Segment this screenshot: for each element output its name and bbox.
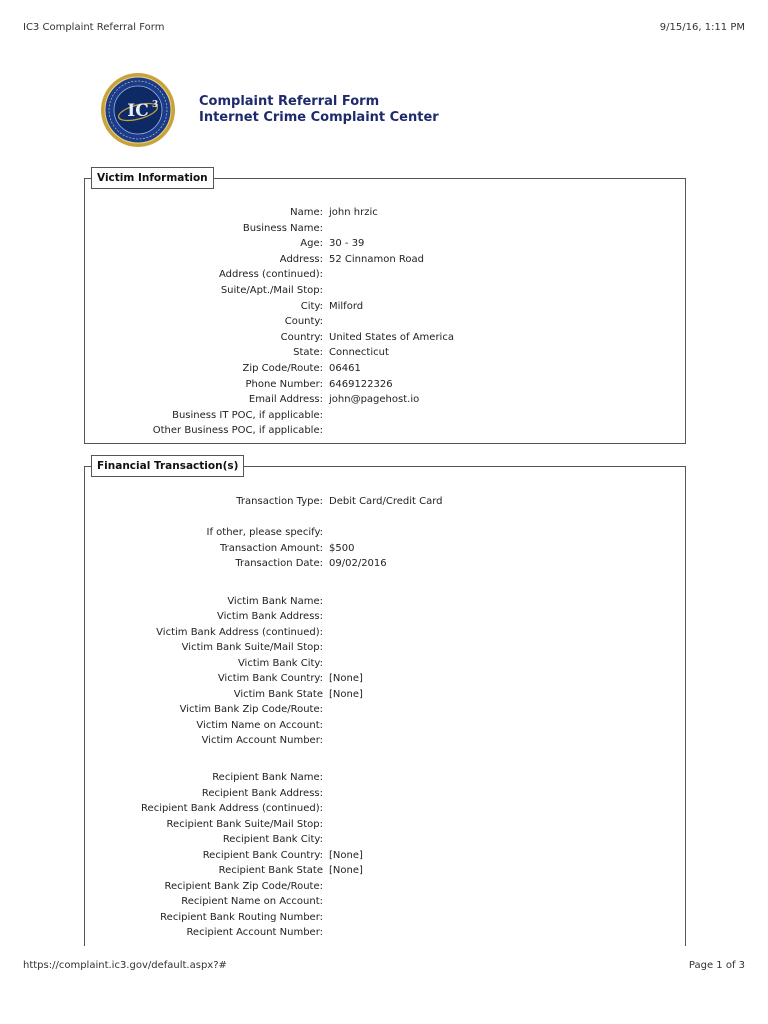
field-label: Victim Bank State (233, 689, 323, 700)
field-label: Recipient Bank Zip Code/Route: (164, 881, 323, 892)
print-header (23, 22, 745, 36)
field-row (85, 863, 685, 878)
field-label: Victim Bank Name: (227, 596, 323, 607)
field-row (85, 817, 685, 832)
svg-text:IC: IC (127, 101, 149, 121)
financial-transactions-legend: Financial Transaction(s) (91, 455, 244, 477)
ic3-seal-logo-icon (100, 72, 176, 148)
field-label: Address: (279, 254, 323, 265)
field-row (85, 408, 685, 423)
field-row (85, 377, 685, 392)
print-footer-url: https://complaint.ic3.gov/default.aspx?# (23, 960, 227, 971)
field-label: Recipient Bank Suite/Mail Stop: (166, 819, 323, 830)
field-label: Recipient Bank Address (continued): (141, 803, 323, 814)
field-label: Recipient Bank State (218, 865, 323, 876)
field-row (85, 702, 685, 717)
victim-information-legend: Victim Information (91, 167, 214, 189)
brand-title (199, 94, 439, 126)
field-row (85, 556, 685, 571)
field-row (85, 609, 685, 624)
org-name: Internet Crime Complaint Center (199, 110, 439, 125)
field-row (85, 361, 685, 376)
field-label: Other Business POC, if applicable: (152, 425, 323, 436)
field-label: Business Name: (242, 223, 323, 234)
field-label: Victim Bank City: (237, 658, 323, 669)
print-footer-page: Page 1 of 3 (688, 960, 745, 971)
field-row (85, 314, 685, 329)
financial-transactions-section (84, 460, 686, 946)
field-value: 06461 (329, 363, 361, 374)
field-value: United States of America (329, 332, 454, 343)
field-value: 6469122326 (329, 379, 393, 390)
field-row (85, 525, 685, 540)
field-label: Victim Name on Account: (196, 720, 323, 731)
svg-text:3: 3 (152, 100, 159, 110)
field-row (85, 423, 685, 438)
field-row (85, 205, 685, 220)
field-label: Victim Bank Address: (216, 611, 323, 622)
field-label: Victim Bank Suite/Mail Stop: (181, 642, 323, 653)
field-row (85, 330, 685, 345)
field-label: Recipient Bank Address: (201, 788, 323, 799)
field-value: john@pagehost.io (329, 394, 420, 405)
field-row (85, 894, 685, 909)
field-label: Recipient Account Number: (186, 927, 323, 938)
field-value: 52 Cinnamon Road (329, 254, 424, 265)
field-label: Email Address: (248, 394, 323, 405)
field-label: Victim Bank Country: (217, 673, 323, 684)
field-row (85, 733, 685, 748)
field-value: john hrzic (329, 207, 378, 218)
field-row (85, 221, 685, 236)
field-label: Recipient Bank Country: (202, 850, 323, 861)
field-row (85, 252, 685, 267)
field-value: [None] (329, 865, 363, 876)
field-row (85, 299, 685, 314)
victim-information-section (84, 172, 686, 444)
field-value: 30 - 39 (329, 238, 365, 249)
field-label: Transaction Amount: (219, 543, 323, 554)
field-row (85, 236, 685, 251)
field-value: Connecticut (329, 347, 389, 358)
field-row (85, 671, 685, 686)
field-label: Victim Account Number: (201, 735, 323, 746)
field-label: Victim Bank Address (continued): (156, 627, 323, 638)
field-row (85, 541, 685, 556)
field-label: Country: (280, 332, 323, 343)
field-value: [None] (329, 673, 363, 684)
field-value: $500 (329, 543, 355, 554)
field-label: Suite/Apt./Mail Stop: (220, 285, 323, 296)
field-label: County: (284, 316, 323, 327)
field-row (85, 656, 685, 671)
field-value: [None] (329, 850, 363, 861)
field-row (85, 687, 685, 702)
field-label: Transaction Type: (236, 496, 323, 507)
field-value: 09/02/2016 (329, 558, 387, 569)
print-header-title: IC3 Complaint Referral Form (23, 22, 165, 33)
field-label: Name: (290, 207, 323, 218)
field-value: Milford (329, 301, 364, 312)
field-value: [None] (329, 689, 363, 700)
field-label: Recipient Bank Name: (212, 772, 323, 783)
field-row (85, 392, 685, 407)
field-label: Age: (300, 238, 323, 249)
field-row (85, 345, 685, 360)
field-label: Recipient Bank Routing Number: (160, 912, 323, 923)
field-row (85, 848, 685, 863)
field-label: Phone Number: (245, 379, 323, 390)
field-label: State: (293, 347, 323, 358)
field-label: Victim Bank Zip Code/Route: (179, 704, 323, 715)
field-row (85, 925, 685, 940)
field-value: Debit Card/Credit Card (329, 496, 443, 507)
field-row (85, 910, 685, 925)
field-label: Business IT POC, if applicable: (172, 410, 323, 421)
field-row (85, 640, 685, 655)
field-label: Zip Code/Route: (242, 363, 323, 374)
field-row (85, 625, 685, 640)
field-row (85, 267, 685, 282)
field-label: Recipient Name on Account: (181, 896, 323, 907)
field-row (85, 770, 685, 785)
field-row (85, 283, 685, 298)
field-row (85, 594, 685, 609)
field-row (85, 786, 685, 801)
print-footer (23, 960, 745, 974)
field-row (85, 494, 685, 509)
field-row (85, 718, 685, 733)
field-label: Address (continued): (218, 269, 323, 280)
field-label: Recipient Bank City: (222, 834, 323, 845)
field-label: Transaction Date: (235, 558, 323, 569)
field-row (85, 832, 685, 847)
field-row (85, 801, 685, 816)
field-label: City: (300, 301, 323, 312)
form-title: Complaint Referral Form (199, 94, 380, 109)
field-label: If other, please specify: (206, 527, 323, 538)
field-row (85, 879, 685, 894)
print-header-datetime: 9/15/16, 1:11 PM (659, 22, 745, 33)
